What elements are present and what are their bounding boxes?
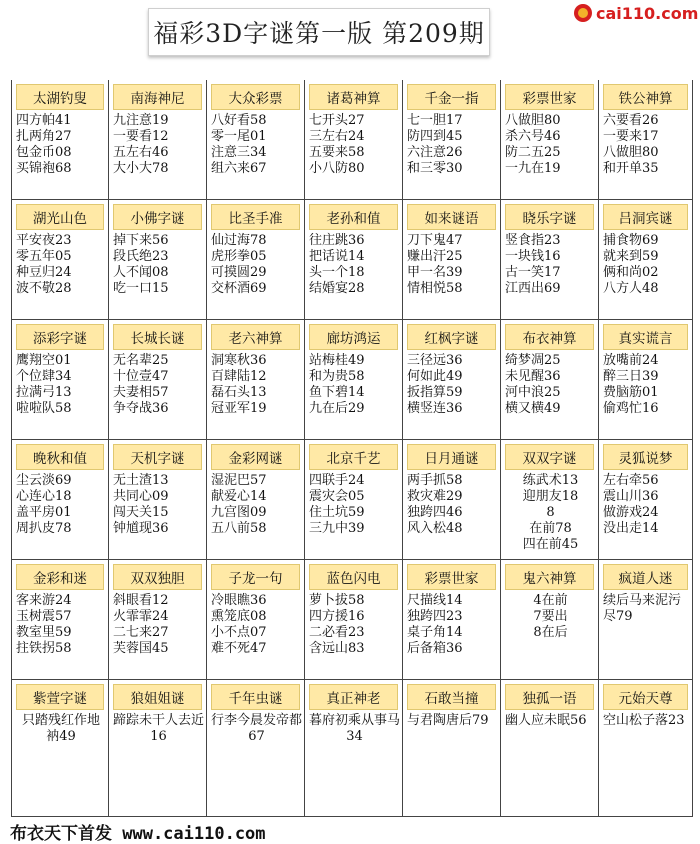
puzzle-cell (599, 200, 693, 320)
puzzle-cell (305, 80, 403, 200)
puzzle-line: 桌子角14 (407, 625, 463, 640)
puzzle-cell (109, 680, 207, 817)
puzzle-line: 难不死47 (211, 641, 267, 656)
puzzle-cell (305, 200, 403, 320)
logo-icon (574, 4, 592, 22)
puzzle-line: 横又横49 (505, 401, 561, 416)
puzzle-cell (109, 200, 207, 320)
cell-heading: 彩票世家 (505, 84, 594, 110)
title-box (148, 8, 490, 56)
puzzle-line: 独跨四23 (407, 609, 463, 624)
puzzle-line: 住土坑59 (309, 505, 365, 520)
puzzle-cell (501, 560, 599, 680)
puzzle-line: 种豆归24 (16, 265, 72, 280)
puzzle-line: 虎形拳05 (211, 249, 267, 264)
puzzle-line: 8 (546, 505, 555, 520)
cell-heading: 晓乐字谜 (505, 204, 594, 230)
page-title: 福彩3D字谜第一版 第209期 (153, 19, 485, 48)
puzzle-line: 钟馗现36 (113, 521, 169, 536)
puzzle-line: 站梅桂49 (309, 353, 365, 368)
puzzle-line: 芙蓉国45 (113, 641, 169, 656)
puzzle-line: 七一胆17 (407, 113, 463, 128)
cell-heading: 双双独胆 (113, 564, 202, 590)
cell-heading: 大众彩票 (211, 84, 300, 110)
puzzle-line: 何如此49 (407, 369, 463, 384)
puzzle-line: 小不点07 (211, 625, 267, 640)
cell-heading: 疯道人迷 (603, 564, 688, 590)
puzzle-line: 没出走14 (603, 521, 659, 536)
cell-lines (16, 473, 106, 537)
puzzle-line: 啦啦队58 (16, 401, 72, 416)
puzzle-line: 甲一名39 (407, 265, 463, 280)
footer-text: 布衣天下首发 www.cai110.com (10, 823, 266, 844)
cell-lines (603, 233, 690, 297)
puzzle-line: 五八前58 (211, 521, 267, 536)
puzzle-line: 湿泥巴57 (211, 473, 267, 488)
table-row (11, 560, 693, 680)
cell-lines (505, 593, 596, 641)
cell-lines (603, 713, 690, 729)
puzzle-cell (11, 80, 109, 200)
puzzle-line: 可摸圆29 (211, 265, 267, 280)
puzzle-line: 做游戏24 (603, 505, 659, 520)
cell-lines (505, 713, 596, 729)
puzzle-cell (403, 200, 501, 320)
puzzle-line: 拄铁拐58 (16, 641, 72, 656)
cell-lines (309, 713, 400, 745)
puzzle-line: 河中浪25 (505, 385, 561, 400)
cell-heading: 红枫字谜 (407, 324, 496, 350)
cell-lines (113, 233, 204, 297)
cell-lines (113, 593, 204, 657)
puzzle-cell (207, 440, 305, 560)
puzzle-line: 一块钱16 (505, 249, 561, 264)
cell-lines (407, 233, 498, 297)
puzzle-cell (109, 560, 207, 680)
puzzle-cell (599, 440, 693, 560)
puzzle-line: 六注意26 (407, 145, 463, 160)
cell-lines (309, 113, 400, 177)
puzzle-line: 四在前45 (522, 537, 579, 552)
cell-lines (407, 473, 498, 537)
cell-lines (603, 353, 690, 417)
puzzle-line: 萝卜拔58 (309, 593, 365, 608)
puzzle-line: 扳指算59 (407, 385, 463, 400)
cell-heading: 北京千艺 (309, 444, 398, 470)
cell-lines (16, 113, 106, 177)
puzzle-line: 共同心09 (113, 489, 169, 504)
puzzle-line: 扎两角27 (16, 129, 72, 144)
puzzle-line: 刀下鬼47 (407, 233, 463, 248)
cell-lines (211, 713, 302, 745)
puzzle-line: 左右牵56 (603, 473, 659, 488)
puzzle-line: 八做胆80 (603, 145, 659, 160)
cell-lines (603, 113, 690, 177)
puzzle-line: 与君陶唐后79 (407, 713, 489, 728)
puzzle-line: 二七来27 (113, 625, 169, 640)
puzzle-line: 八做胆80 (505, 113, 561, 128)
puzzle-line: 偷鸡忙16 (603, 401, 659, 416)
puzzle-line: 九宫图09 (211, 505, 267, 520)
puzzle-cell (403, 440, 501, 560)
cell-lines (603, 593, 690, 625)
puzzle-line: 注意三34 (211, 145, 267, 160)
puzzle-cell (599, 680, 693, 817)
cell-lines (113, 113, 204, 177)
puzzle-line: 7要出 (533, 609, 568, 624)
puzzle-line: 冷眼瞧36 (211, 593, 267, 608)
puzzle-line: 就来到59 (603, 249, 659, 264)
puzzle-line: 行李今晨发帝都67 (211, 713, 303, 744)
puzzle-line: 六要看26 (603, 113, 659, 128)
puzzle-line: 掉下来56 (113, 233, 169, 248)
puzzle-line: 无名辈25 (113, 353, 169, 368)
puzzle-line: 玉树震57 (16, 609, 72, 624)
cell-lines (505, 113, 596, 177)
puzzle-cell (109, 320, 207, 440)
puzzle-line: 赚出汗25 (407, 249, 463, 264)
puzzle-line: 蹄踪未干人去近16 (113, 713, 205, 744)
puzzle-line: 和三零30 (407, 161, 463, 176)
cell-heading: 子龙一句 (211, 564, 300, 590)
puzzle-cell (305, 560, 403, 680)
puzzle-line: 熏笼底08 (211, 609, 267, 624)
cell-heading: 南海神尼 (113, 84, 202, 110)
puzzle-line: 献爱心14 (211, 489, 267, 504)
puzzle-line: 八方人48 (603, 281, 659, 296)
cell-heading: 彩票世家 (407, 564, 496, 590)
puzzle-cell (599, 80, 693, 200)
puzzle-cell (403, 320, 501, 440)
cell-lines (16, 593, 106, 657)
puzzle-line: 冠亚军19 (211, 401, 267, 416)
puzzle-line: 震灾会05 (309, 489, 365, 504)
puzzle-line: 七开头27 (309, 113, 365, 128)
puzzle-cell (109, 80, 207, 200)
puzzle-line: 九注意19 (113, 113, 169, 128)
cell-lines (309, 353, 400, 417)
puzzle-cell (305, 680, 403, 817)
puzzle-line: 包金币08 (16, 145, 72, 160)
puzzle-line: 磊石头13 (211, 385, 267, 400)
cell-lines (407, 713, 498, 729)
puzzle-line: 风入松48 (407, 521, 463, 536)
puzzle-line: 零一尾01 (211, 129, 267, 144)
brand-text: cai110.com (596, 3, 699, 23)
puzzle-line: 迎朋友18 (522, 489, 579, 504)
puzzle-line: 练武术13 (522, 473, 579, 488)
puzzle-line: 尘云淡69 (16, 473, 72, 488)
puzzle-cell (11, 200, 109, 320)
puzzle-line: 拉满弓13 (16, 385, 72, 400)
puzzle-line: 洞寒秋36 (211, 353, 267, 368)
puzzle-line: 和为贵58 (309, 369, 365, 384)
puzzle-cell (501, 440, 599, 560)
cell-heading: 晚秋和值 (16, 444, 104, 470)
cell-heading: 铁公神算 (603, 84, 688, 110)
puzzle-line: 竖食指23 (505, 233, 561, 248)
puzzle-line: 俩和尚02 (603, 265, 659, 280)
cell-heading: 蓝色闪电 (309, 564, 398, 590)
cell-lines (211, 353, 302, 417)
puzzle-line: 火霏霏24 (113, 609, 169, 624)
puzzle-table (11, 80, 693, 817)
footer (10, 820, 266, 842)
puzzle-line: 三九中39 (309, 521, 365, 536)
puzzle-line: 十位壹47 (113, 369, 169, 384)
puzzle-line: 买锦袍68 (16, 161, 72, 176)
puzzle-line: 二必看23 (309, 625, 365, 640)
cell-heading: 比圣手准 (211, 204, 300, 230)
puzzle-cell (501, 200, 599, 320)
puzzle-cell (109, 440, 207, 560)
cell-lines (505, 233, 596, 297)
puzzle-line: 只踏残红作地衲49 (21, 713, 100, 744)
header (0, 0, 700, 62)
puzzle-line: 头一个18 (309, 265, 365, 280)
cell-heading: 石敢当撞 (407, 684, 496, 710)
puzzle-line: 鱼下碧14 (309, 385, 365, 400)
cell-lines (505, 473, 596, 553)
puzzle-line: 个位肆34 (16, 369, 72, 384)
table-row (11, 680, 693, 817)
cell-heading: 吕洞宾谜 (603, 204, 688, 230)
puzzle-cell (207, 560, 305, 680)
puzzle-line: 含远山83 (309, 641, 365, 656)
puzzle-line: 一要来17 (603, 129, 659, 144)
puzzle-line: 鹰翔空01 (16, 353, 72, 368)
puzzle-cell (207, 200, 305, 320)
puzzle-cell (599, 320, 693, 440)
table-row (11, 80, 693, 200)
puzzle-line: 一九在19 (505, 161, 561, 176)
puzzle-line: 横竖连36 (407, 401, 463, 416)
puzzle-cell (11, 320, 109, 440)
cell-lines (113, 353, 204, 417)
cell-heading: 太湖钓叟 (16, 84, 104, 110)
puzzle-line: 争夺战36 (113, 401, 169, 416)
puzzle-cell (305, 440, 403, 560)
puzzle-cell (501, 320, 599, 440)
cell-lines (309, 593, 400, 657)
cell-heading: 老六神算 (211, 324, 300, 350)
puzzle-line: 人不闻08 (113, 265, 169, 280)
cell-lines (113, 713, 204, 745)
puzzle-line: 8在后 (533, 625, 568, 640)
puzzle-line: 盖平房01 (16, 505, 72, 520)
puzzle-line: 放嘴前24 (603, 353, 659, 368)
puzzle-line: 客来游24 (16, 593, 72, 608)
puzzle-line: 九在后29 (309, 401, 365, 416)
puzzle-line: 小八防80 (309, 161, 365, 176)
puzzle-line: 尺描线14 (407, 593, 463, 608)
puzzle-cell (599, 560, 693, 680)
puzzle-line: 四联手24 (309, 473, 365, 488)
puzzle-line: 平安夜23 (16, 233, 72, 248)
cell-lines (309, 473, 400, 537)
puzzle-line: 4在前 (533, 593, 568, 608)
cell-heading: 如来谜语 (407, 204, 496, 230)
puzzle-line: 波不敬28 (16, 281, 72, 296)
puzzle-cell (207, 80, 305, 200)
puzzle-cell (403, 680, 501, 817)
cell-heading: 天机字谜 (113, 444, 202, 470)
cell-heading: 日月通谜 (407, 444, 496, 470)
cell-heading: 独孤一语 (505, 684, 594, 710)
table-row (11, 440, 693, 560)
cell-heading: 诸葛神算 (309, 84, 398, 110)
cell-lines (505, 353, 596, 417)
puzzle-cell (501, 80, 599, 200)
puzzle-line: 四方援16 (309, 609, 365, 624)
puzzle-line: 夫妻相57 (113, 385, 169, 400)
puzzle-line: 吃一口15 (113, 281, 169, 296)
cell-lines (309, 233, 400, 297)
table-row (11, 320, 693, 440)
puzzle-line: 斜眼看12 (113, 593, 169, 608)
puzzle-line: 周扒皮78 (16, 521, 72, 536)
table-row (11, 200, 693, 320)
cell-heading: 添彩字谜 (16, 324, 104, 350)
puzzle-cell (207, 320, 305, 440)
puzzle-line: 两手抓58 (407, 473, 463, 488)
cell-heading: 千金一指 (407, 84, 496, 110)
puzzle-line: 江西出69 (505, 281, 561, 296)
puzzle-line: 未见醒36 (505, 369, 561, 384)
puzzle-line: 后备箱36 (407, 641, 463, 656)
cell-heading: 布衣神算 (505, 324, 594, 350)
puzzle-line: 绮梦凋25 (505, 353, 561, 368)
puzzle-line: 教室里59 (16, 625, 72, 640)
puzzle-cell (403, 80, 501, 200)
puzzle-cell (501, 680, 599, 817)
puzzle-cell (305, 320, 403, 440)
puzzle-line: 百肆陆12 (211, 369, 267, 384)
puzzle-line: 幽人应未眠56 (505, 713, 587, 728)
cell-heading: 元始天尊 (603, 684, 688, 710)
puzzle-line: 费脑筋01 (603, 385, 659, 400)
puzzle-line: 三左右24 (309, 129, 365, 144)
puzzle-line: 把话说14 (309, 249, 365, 264)
cell-lines (211, 593, 302, 657)
puzzle-line: 捕食物69 (603, 233, 659, 248)
cell-heading: 金彩和迷 (16, 564, 104, 590)
cell-heading: 狼姐姐谜 (113, 684, 202, 710)
puzzle-line: 独跨四46 (407, 505, 463, 520)
puzzle-line: 防四到45 (407, 129, 463, 144)
puzzle-cell (11, 440, 109, 560)
puzzle-line: 暮府初乘从事马34 (309, 713, 401, 744)
puzzle-line: 往庄跳36 (309, 233, 365, 248)
puzzle-line: 仙过海78 (211, 233, 267, 248)
cell-lines (407, 113, 498, 177)
cell-heading: 真实谎言 (603, 324, 688, 350)
cell-lines (16, 713, 106, 745)
puzzle-line: 一要看12 (113, 129, 169, 144)
puzzle-line: 续后马来泥污尽79 (603, 593, 682, 624)
puzzle-line: 零五年05 (16, 249, 72, 264)
cell-heading: 双双字谜 (505, 444, 594, 470)
puzzle-line: 五左右46 (113, 145, 169, 160)
puzzle-line: 醉三日39 (603, 369, 659, 384)
puzzle-line: 杀六号46 (505, 129, 561, 144)
puzzle-line: 救灾难29 (407, 489, 463, 504)
puzzle-line: 四方帕41 (16, 113, 72, 128)
cell-heading: 千年虫谜 (211, 684, 300, 710)
puzzle-line: 闯天关15 (113, 505, 169, 520)
puzzle-line: 段氏绝23 (113, 249, 169, 264)
puzzle-line: 组六来67 (211, 161, 267, 176)
puzzle-line: 交杯酒69 (211, 281, 267, 296)
puzzle-line: 三径远36 (407, 353, 463, 368)
cell-lines (113, 473, 204, 537)
brand-logo[interactable] (568, 0, 700, 26)
cell-heading: 紫萱字谜 (16, 684, 104, 710)
puzzle-cell (11, 680, 109, 817)
cell-heading: 真正神老 (309, 684, 398, 710)
cell-lines (211, 113, 302, 177)
cell-lines (407, 593, 498, 657)
cell-lines (16, 353, 106, 417)
puzzle-line: 空山松子落23 (603, 713, 685, 728)
cell-lines (211, 233, 302, 297)
puzzle-line: 震山川36 (603, 489, 659, 504)
puzzle-line: 和开单35 (603, 161, 659, 176)
puzzle-line: 五要来58 (309, 145, 365, 160)
cell-heading: 老孙和值 (309, 204, 398, 230)
puzzle-line: 心连心18 (16, 489, 72, 504)
cell-lines (16, 233, 106, 297)
cell-heading: 湖光山色 (16, 204, 104, 230)
puzzle-cell (11, 560, 109, 680)
puzzle-line: 八好看58 (211, 113, 267, 128)
puzzle-cell (207, 680, 305, 817)
cell-heading: 廊坊鸿运 (309, 324, 398, 350)
cell-heading: 鬼六神算 (505, 564, 594, 590)
puzzle-line: 古一笑17 (505, 265, 561, 280)
cell-heading: 长城长谜 (113, 324, 202, 350)
cell-heading: 金彩网谜 (211, 444, 300, 470)
puzzle-cell (403, 560, 501, 680)
cell-lines (407, 353, 498, 417)
puzzle-line: 在前78 (529, 521, 572, 536)
puzzle-line: 防二五25 (505, 145, 561, 160)
cell-heading: 小佛字谜 (113, 204, 202, 230)
cell-heading: 灵狐说梦 (603, 444, 688, 470)
cell-lines (211, 473, 302, 537)
puzzle-line: 大小大78 (113, 161, 169, 176)
cell-lines (603, 473, 690, 537)
puzzle-line: 结婚宴28 (309, 281, 365, 296)
puzzle-line: 情相悦58 (407, 281, 463, 296)
puzzle-line: 无土渣13 (113, 473, 169, 488)
